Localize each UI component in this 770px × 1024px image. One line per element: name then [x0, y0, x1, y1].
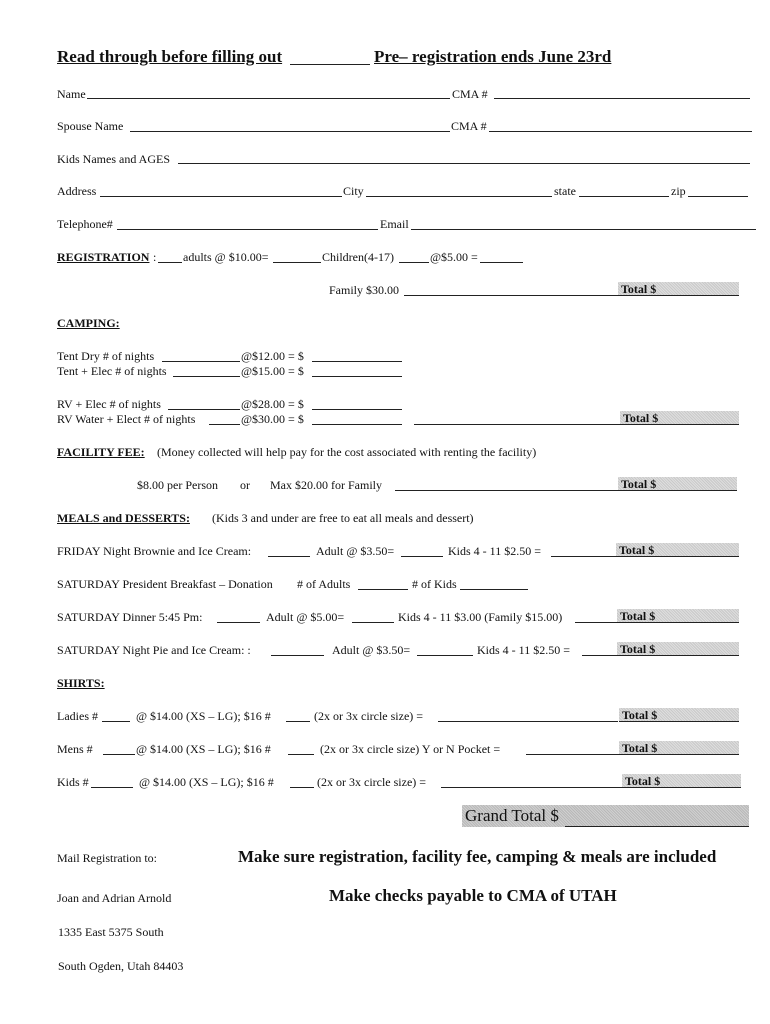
camping-total[interactable]: Total $ [620, 411, 739, 425]
payable-notice: Make checks payable to CMA of UTAH [329, 886, 617, 905]
kids-field[interactable] [178, 163, 750, 164]
family-label: Family $30.00 [329, 283, 400, 297]
zip-field[interactable] [688, 196, 748, 197]
mens-size: (2x or 3x circle size) Y or N Pocket = [320, 742, 501, 756]
adults-label: adults @ $10.00= [183, 250, 269, 264]
ladies-size: (2x or 3x circle size) = [314, 709, 424, 723]
dinner-kids-field[interactable] [575, 622, 618, 623]
pie-field[interactable] [271, 655, 324, 656]
tent-elec-total-field[interactable] [312, 376, 402, 377]
rv-water-price: @$30.00 = $ [241, 412, 304, 426]
breakfast-kids: # of Kids [412, 577, 457, 591]
telephone-field[interactable] [117, 229, 378, 230]
kids-shirt-size: (2x or 3x circle size) = [317, 775, 427, 789]
name-label: Name [57, 87, 86, 101]
breakfast-label: SATURDAY President Breakfast – Donation [57, 577, 273, 591]
ladies-label: Ladies # [57, 709, 98, 723]
rv-elec-total-field[interactable] [312, 409, 402, 410]
grand-total-line [565, 826, 749, 827]
ladies-count-field[interactable] [102, 721, 130, 722]
rv-elec-nights-field[interactable] [168, 409, 240, 410]
cma-label-2: CMA # [451, 119, 487, 133]
dinner-adult-field[interactable] [352, 622, 394, 623]
facility-field[interactable] [395, 490, 619, 491]
kids-label: Kids Names and AGES [57, 152, 170, 166]
tent-elec-label: Tent + Elec # of nights [57, 364, 167, 378]
tent-elec-nights-field[interactable] [173, 376, 240, 377]
pie-adult: Adult @ $3.50= [332, 643, 411, 657]
camping-title: CAMPING: [57, 316, 120, 330]
dinner-total[interactable]: Total $ [617, 609, 739, 623]
children-price-label: @$5.00 = [430, 250, 478, 264]
adults-total-field[interactable] [273, 262, 321, 263]
facility-total[interactable]: Total $ [618, 477, 737, 491]
registration-colon: : [153, 250, 157, 264]
pie-kids: Kids 4 - 11 $2.50 = [477, 643, 570, 657]
children-label: Children(4-17) [322, 250, 394, 264]
friday-adult: Adult @ $3.50= [316, 544, 395, 558]
friday-kids: Kids 4 - 11 $2.50 = [448, 544, 541, 558]
spouse-field[interactable] [130, 131, 450, 132]
rv-water-total-field[interactable] [312, 424, 402, 425]
dinner-label: SATURDAY Dinner 5:45 Pm: [57, 610, 203, 624]
cma-field-1[interactable] [494, 98, 750, 99]
ladies-plus-field[interactable] [286, 721, 310, 722]
kids-shirt-total[interactable]: Total $ [622, 774, 741, 788]
grand-total[interactable]: Grand Total $ [462, 805, 749, 827]
pie-adult-field[interactable] [417, 655, 473, 656]
dinner-field[interactable] [217, 622, 260, 623]
mens-sum-field[interactable] [526, 754, 620, 755]
kids-plus-field[interactable] [290, 787, 314, 788]
state-label: state [554, 184, 576, 198]
kids-sum-field[interactable] [441, 787, 623, 788]
facility-per-person: $8.00 per Person [137, 478, 218, 492]
mens-label: Mens # [57, 742, 93, 756]
kids-count-field[interactable] [91, 787, 133, 788]
kids-shirt-price: @ $14.00 (XS – LG); $16 # [139, 775, 274, 789]
cma-field-2[interactable] [489, 131, 752, 132]
mens-price: @ $14.00 (XS – LG); $16 # [136, 742, 271, 756]
facility-max: Max $20.00 for Family [270, 478, 382, 492]
header-right: Pre– registration ends June 23rd [374, 47, 612, 66]
header-rule [290, 64, 370, 65]
rv-water-label: RV Water + Elect # of nights [57, 412, 196, 426]
registration-title: REGISTRATION [57, 250, 150, 264]
friday-kids-field[interactable] [551, 556, 617, 557]
cma-label-1: CMA # [452, 87, 488, 101]
friday-adult-field[interactable] [401, 556, 443, 557]
mens-total[interactable]: Total $ [619, 741, 739, 755]
mens-plus-field[interactable] [288, 754, 314, 755]
children-total-field[interactable] [480, 262, 523, 263]
rv-water-nights-field[interactable] [209, 424, 240, 425]
rv-elec-price: @$28.00 = $ [241, 397, 304, 411]
pie-kids-field[interactable] [582, 655, 618, 656]
pie-label: SATURDAY Night Pie and Ice Cream: : [57, 643, 251, 657]
tent-elec-price: @$15.00 = $ [241, 364, 304, 378]
shirts-title: SHIRTS: [57, 676, 105, 690]
dinner-adult: Adult @ $5.00= [266, 610, 345, 624]
breakfast-adults: # of Adults [297, 577, 351, 591]
include-notice: Make sure registration, facility fee, camping & meals are included [238, 847, 717, 866]
city-label: City [343, 184, 364, 198]
address-label: Address [57, 184, 97, 198]
spouse-label: Spouse Name [57, 119, 124, 133]
registration-total[interactable]: Total $ [618, 282, 739, 296]
tent-dry-label: Tent Dry # of nights [57, 349, 155, 363]
ladies-sum-field[interactable] [438, 721, 618, 722]
name-field[interactable] [87, 98, 450, 99]
kids-shirt-label: Kids # [57, 775, 89, 789]
mail-name: Joan and Adrian Arnold [57, 891, 172, 905]
meals-title: MEALS and DESSERTS: [57, 511, 190, 525]
ladies-price: @ $14.00 (XS – LG); $16 # [136, 709, 271, 723]
tent-dry-total-field[interactable] [312, 361, 402, 362]
pie-total[interactable]: Total $ [617, 642, 739, 656]
friday-label: FRIDAY Night Brownie and Ice Cream: [57, 544, 252, 558]
tent-dry-price: @$12.00 = $ [241, 349, 304, 363]
ladies-total[interactable]: Total $ [619, 708, 739, 722]
friday-total[interactable]: Total $ [616, 543, 739, 557]
camping-sum-field[interactable] [414, 424, 621, 425]
mail-street: 1335 East 5375 South [58, 925, 164, 939]
mens-count-field[interactable] [103, 754, 135, 755]
adults-count-field[interactable] [158, 262, 182, 263]
friday-field[interactable] [268, 556, 310, 557]
email-label: Email [380, 217, 409, 231]
state-field[interactable] [579, 196, 669, 197]
breakfast-kids-field[interactable] [460, 589, 528, 590]
zip-label: zip [671, 184, 686, 198]
rv-elec-label: RV + Elec # of nights [57, 397, 161, 411]
city-field[interactable] [366, 196, 552, 197]
children-count-field[interactable] [399, 262, 429, 263]
mail-city: South Ogden, Utah 84403 [58, 959, 184, 973]
facility-title: FACILITY FEE: [57, 445, 145, 459]
facility-or: or [240, 478, 250, 492]
telephone-label: Telephone# [57, 217, 113, 231]
header-left: Read through before filling out [57, 47, 283, 66]
dinner-kids: Kids 4 - 11 $3.00 (Family $15.00) [398, 610, 563, 624]
facility-note: (Money collected will help pay for the cost associated with renting the facility) [157, 445, 537, 459]
address-field[interactable] [100, 196, 342, 197]
mail-label: Mail Registration to: [57, 851, 157, 865]
family-field[interactable] [404, 295, 619, 296]
meals-note: (Kids 3 and under are free to eat all meals and dessert) [212, 511, 474, 525]
breakfast-adults-field[interactable] [358, 589, 408, 590]
tent-dry-nights-field[interactable] [162, 361, 240, 362]
email-field[interactable] [411, 229, 756, 230]
